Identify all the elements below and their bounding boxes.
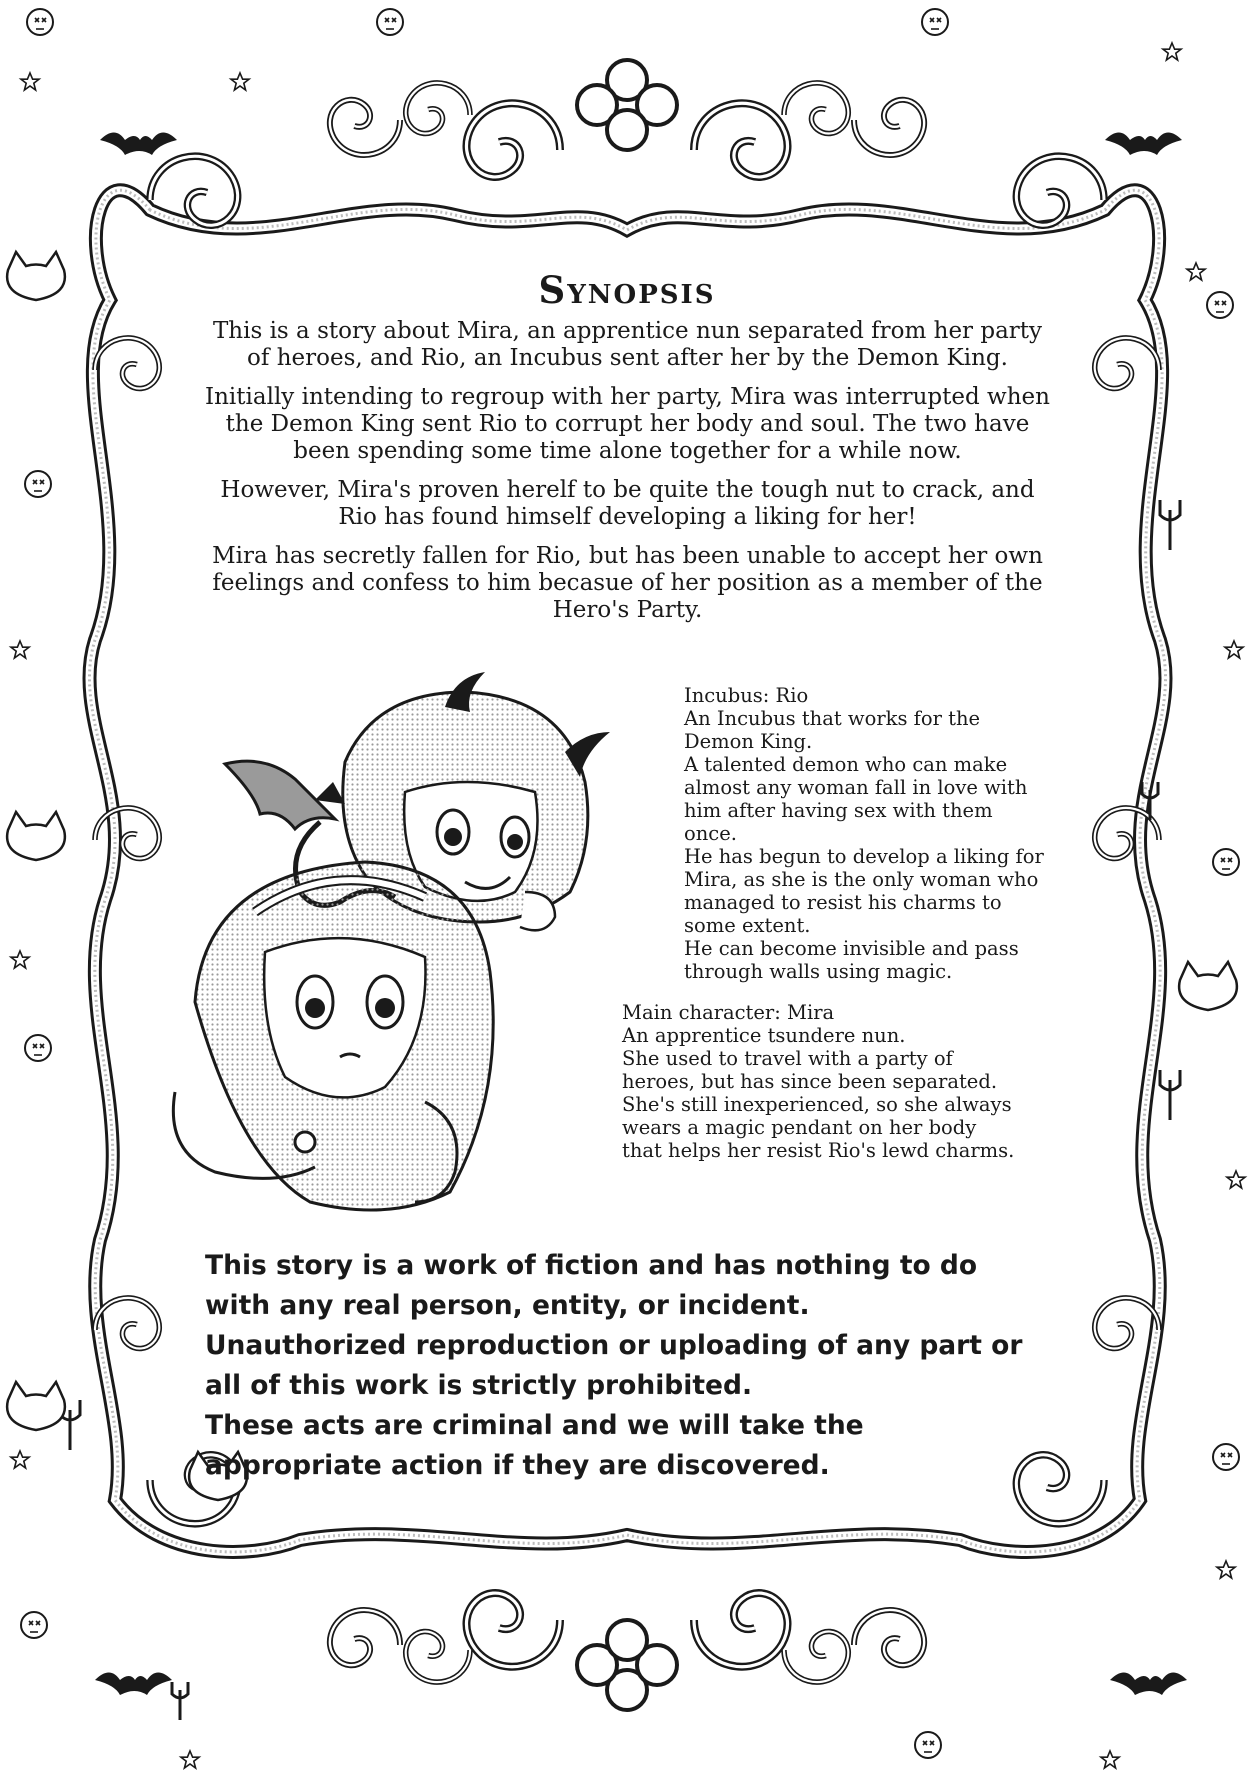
rio-profile <box>684 684 1084 983</box>
mira-profile <box>622 1001 1042 1162</box>
rio-name: Incubus: Rio <box>684 684 809 707</box>
notice-line: with any real person, entity, or incident. <box>205 1290 810 1321</box>
profile-line: She used to travel with a party of <box>622 1047 953 1070</box>
synopsis-paragraph: Initially intending to regroup with her party, Mira was interrupted when the Demon King sent Rio to corrupt her body and soul. The two have been spending some time alone together for a while now. <box>205 384 1050 464</box>
notice-line: These acts are criminal and we will take the <box>205 1410 864 1441</box>
profile-line: that helps her resist Rio's lewd charms. <box>622 1139 1015 1162</box>
profile-line: him after having sex with them <box>684 799 993 822</box>
profile-line: Demon King. <box>684 730 813 753</box>
profile-line: An Incubus that works for the <box>684 707 981 730</box>
profile-line: She's still inexperienced, so she always <box>622 1093 1012 1116</box>
profile-line: A talented demon who can make <box>684 753 1008 776</box>
synopsis-paragraph: However, Mira's proven herelf to be quite the tough nut to crack, and Rio has found himself developing a liking for her! <box>220 477 1035 530</box>
profile-line: He can become invisible and pass <box>684 937 1019 960</box>
synopsis-text <box>205 318 1050 636</box>
profile-line: once. <box>684 822 737 845</box>
profile-line: wears a magic pendant on her body <box>622 1116 977 1139</box>
synopsis-paragraph: Mira has secretly fallen for Rio, but has been unable to accept her own feelings and confess to him becasue of her position as a member of the Hero's Party. <box>212 543 1043 623</box>
notice-line: appropriate action if they are discovered. <box>205 1450 830 1481</box>
copyright-notice <box>205 1246 1085 1486</box>
profile-line: Mira, as she is the only woman who <box>684 868 1039 891</box>
profile-line: some extent. <box>684 914 811 937</box>
notice-line: Unauthorized reproduction or uploading of any part or <box>205 1330 1023 1361</box>
profile-line: He has begun to develop a liking for <box>684 845 1044 868</box>
profile-line: An apprentice tsundere nun. <box>622 1024 906 1047</box>
mira-name: Main character: Mira <box>622 1001 835 1024</box>
profile-line: heroes, but has since been separated. <box>622 1070 998 1093</box>
character-illustration <box>155 672 630 1232</box>
synopsis-paragraph: This is a story about Mira, an apprentice nun separated from her party of heroes, and Rio, an Incubus sent after her by the Demon King. <box>212 318 1043 371</box>
notice-line: all of this work is strictly prohibited. <box>205 1370 753 1401</box>
notice-line: This story is a work of fiction and has nothing to do <box>205 1250 978 1281</box>
page-title: Synopsis <box>538 268 716 312</box>
profile-line: through walls using magic. <box>684 960 953 983</box>
profile-line: managed to resist his charms to <box>684 891 1002 914</box>
profile-line: almost any woman fall in love with <box>684 776 1028 799</box>
